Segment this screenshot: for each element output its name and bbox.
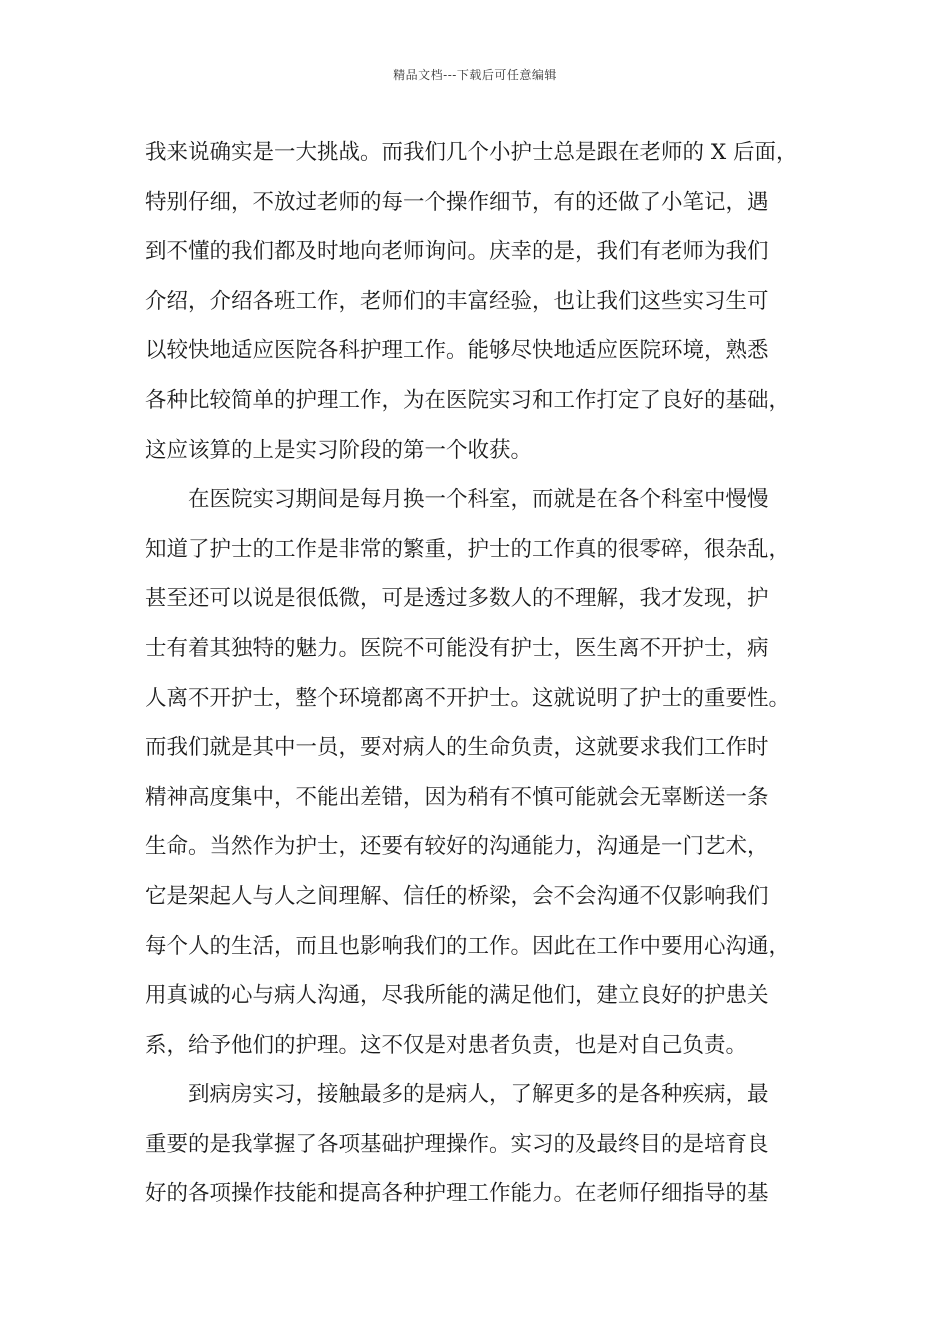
- text-line: 用真诚的心与病人沟通，尽我所能的满足他们，建立良好的护患关: [145, 983, 769, 1009]
- text-line: 特别仔细，不放过老师的每一个操作细节，有的还做了小笔记，遇: [145, 189, 769, 215]
- text-line: 知道了护士的工作是非常的繁重，护士的工作真的很零碎，很杂乱，: [145, 536, 791, 562]
- text-line: 系，给予他们的护理。这不仅是对患者负责，也是对自己负责。: [145, 1032, 748, 1058]
- text-line: 我来说确实是一大挑战。而我们几个小护士总是跟在老师的 X 后面，: [145, 140, 798, 165]
- text-line: 各种比较简单的护理工作，为在医院实习和工作打定了良好的基础，: [145, 387, 791, 413]
- page-header: 精品文档---下载后可任意编辑: [393, 68, 557, 82]
- text-line: 好的各项操作技能和提高各种护理工作能力。在老师仔细指导的基: [145, 1181, 769, 1207]
- text-line: 它是架起人与人之间理解、信任的桥梁，会不会沟通不仅影响我们: [145, 883, 769, 909]
- paragraph-start-line: 在医院实习期间是每月换一个科室，而就是在各个科室中慢慢: [188, 487, 769, 513]
- text-line: 精神高度集中，不能出差错，因为稍有不慎可能就会无辜断送一条: [145, 784, 769, 810]
- text-line: 到不懂的我们都及时地向老师询问。庆幸的是，我们有老师为我们: [145, 239, 769, 265]
- text-line: 而我们就是其中一员，要对病人的生命负责，这就要求我们工作时: [145, 735, 769, 761]
- text-line: 以较快地适应医院各科护理工作。能够尽快地适应医院环境，熟悉: [145, 338, 769, 364]
- text-line: 甚至还可以说是很低微，可是透过多数人的不理解，我才发现，护: [145, 586, 769, 612]
- text-line: 介绍，介绍各班工作，老师们的丰富经验，也让我们这些实习生可: [145, 288, 769, 314]
- paragraph-start-line: 到病房实习，接触最多的是病人，了解更多的是各种疾病，最: [188, 1082, 769, 1108]
- text-line: 人离不开护士，整个环境都离不开护士。这就说明了护士的重要性。: [145, 685, 791, 711]
- text-line: 重要的是我掌握了各项基础护理操作。实习的及最终目的是培育良: [145, 1131, 769, 1157]
- document-body: [145, 128, 820, 1219]
- text-line: 这应该算的上是实习阶段的第一个收获。: [145, 437, 533, 463]
- text-line: 每个人的生活，而且也影响我们的工作。因此在工作中要用心沟通，: [145, 933, 791, 959]
- text-line: 生命。当然作为护士，还要有较好的沟通能力，沟通是一门艺术，: [145, 834, 769, 860]
- text-line: 士有着其独特的魅力。医院不可能没有护士，医生离不开护士，病: [145, 635, 769, 661]
